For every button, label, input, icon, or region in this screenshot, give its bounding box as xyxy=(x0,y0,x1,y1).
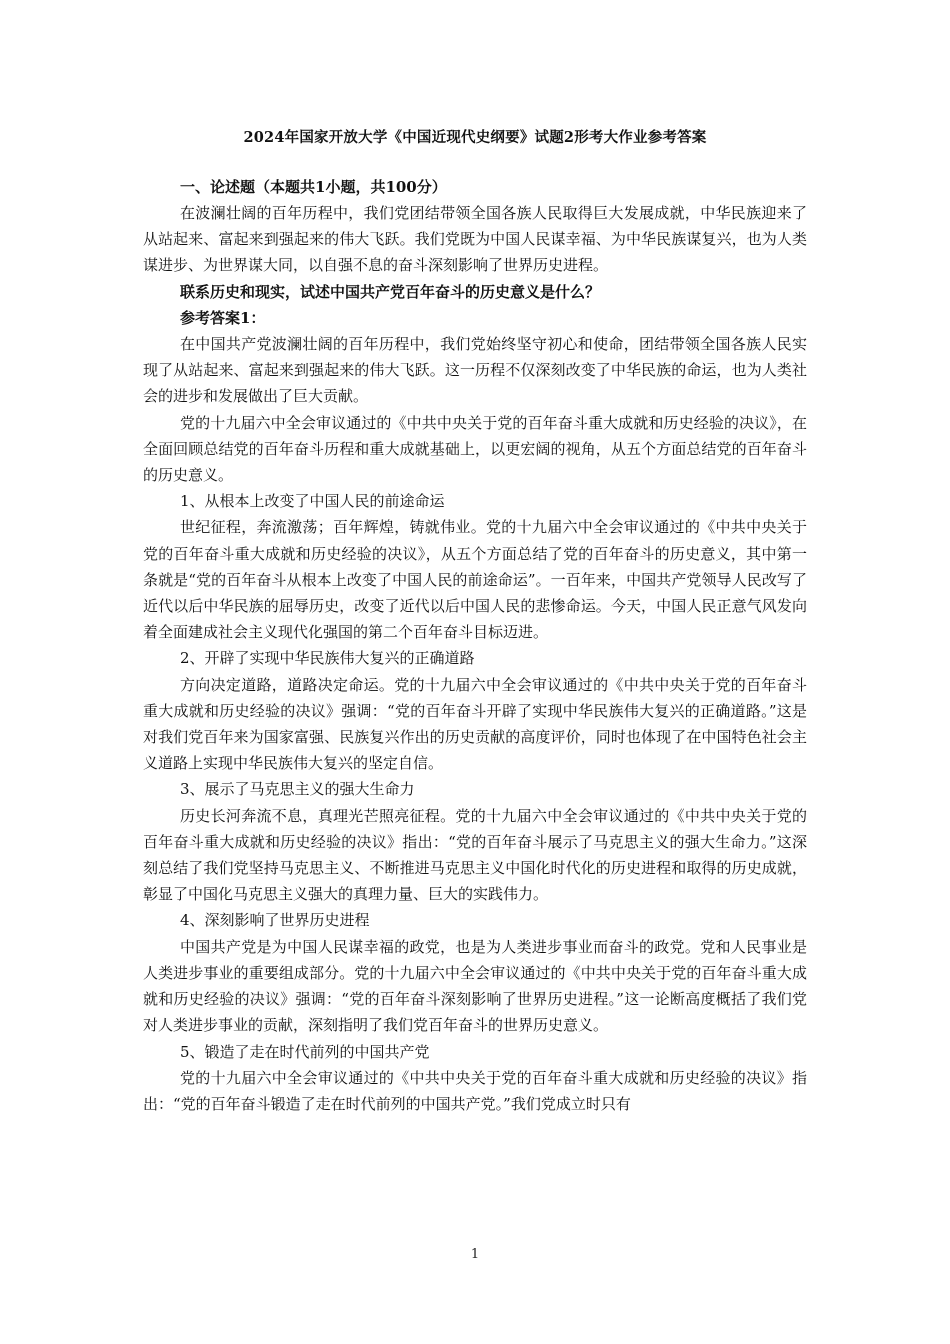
paragraph: 党的十九届六中全会审议通过的《中共中央关于党的百年奋斗重大成就和历史经验的决议》，在全面回顾总结党的百年奋斗历程和重大成就基础上，以更宏阔的视角，从五个方面总结党的百年奋斗的历史意义。 xyxy=(143,413,807,485)
paragraph: 历史长河奔流不息，真理光芒照亮征程。党的十九届六中全会审议通过的《中共中央关于党的百年奋斗重大成就和历史经验的决议》指出：“党的百年奋斗展示了马克思主义的强大生命力。”这深刻总结了我们党坚持马克思主义、不断推进马克思主义中国化时代化的历史进程和取得的历史成就，彰显了中国化马克思主义强大的真理力量、巨大的实践伟力。 xyxy=(143,806,807,904)
paragraph: 参考答案1： xyxy=(180,308,266,327)
paragraph: 在中国共产党波澜壮阔的百年历程中，我们党始终坚守初心和使命，团结带领全国各族人民实现了从站起来、富起来到强起来的伟大飞跃。这一历程不仅深刻改变了中华民族的命运，也为人类社会的进步和发展做出了巨大贡献。 xyxy=(143,335,807,406)
paragraph: 党的十九届六中全会审议通过的《中共中央关于党的百年奋斗重大成就和历史经验的决议》指出：“党的百年奋斗锻造了走在时代前列的中国共产党。”我们党成立时只有 xyxy=(143,1068,807,1113)
paragraph: 5、锻造了走在时代前列的中国共产党 xyxy=(180,1042,430,1061)
document-body xyxy=(143,124,807,1117)
paragraph: 方向决定道路，道路决定命运。党的十九届六中全会审议通过的《中共中央关于党的百年奋斗重大成就和历史经验的决议》强调：“党的百年奋斗开辟了实现中华民族伟大复兴的正确道路。”这是对我们党百年来为国家富强、民族复兴作出的历史贡献的高度评价，同时也体现了在中国特色社会主义道路上实现中华民族伟大复兴的坚定自信。 xyxy=(143,675,807,773)
paragraph: 3、展示了马克思主义的强大生命力 xyxy=(180,780,415,799)
paragraph: 1、从根本上改变了中国人民的前途命运 xyxy=(180,492,445,511)
section-heading: 一、论述题（本题共1小题，共100分） xyxy=(180,178,447,196)
paragraph: 联系历史和现实，试述中国共产党百年奋斗的历史意义是什么？ xyxy=(180,282,601,301)
paragraph: 中国共产党是为中国人民谋幸福的政党，也是为人类进步事业而奋斗的政党。党和人民事业是人类进步事业的重要组成部分。党的十九届六中全会审议通过的《中共中央关于党的百年奋斗重大成就和历史经验的决议》强调：“党的百年奋斗深刻影响了世界历史进程。”这一论断高度概括了我们党对人类进步事业的贡献，深刻指明了我们党百年奋斗的世界历史意义。 xyxy=(143,937,807,1035)
paragraph: 在波澜壮阔的百年历程中，我们党团结带领全国各族人民取得巨大发展成就，中华民族迎来了从站起来、富起来到强起来的伟大飞跃。我们党既为中国人民谋幸福、为中华民族谋复兴，也为人类谋进步、为世界谋大同，以自强不息的奋斗深刻影响了世界历史进程。 xyxy=(143,204,807,275)
document-title: 2024年国家开放大学《中国近现代史纲要》试题2形考大作业参考答案 xyxy=(243,129,707,146)
paragraph-list xyxy=(143,200,807,1117)
page-number: 1 xyxy=(470,1247,480,1262)
paragraph: 4、深刻影响了世界历史进程 xyxy=(180,911,370,930)
paragraph: 世纪征程，奔流激荡；百年辉煌，铸就伟业。党的十九届六中全会审议通过的《中共中央关于党的百年奋斗重大成就和历史经验的决议》，从五个方面总结了党的百年奋斗的历史意义，其中第一条就是“党的百年奋斗从根本上改变了中国人民的前途命运”。一百年来，中国共产党领导人民改写了近代以后中华民族的屈辱历史，改变了近代以后中国人民的悲惨命运。今天，中国人民正意气风发向着全面建成社会主义现代化强国的第二个百年奋斗目标迈进。 xyxy=(143,518,807,642)
paragraph: 2、开辟了实现中华民族伟大复兴的正确道路 xyxy=(180,649,475,668)
